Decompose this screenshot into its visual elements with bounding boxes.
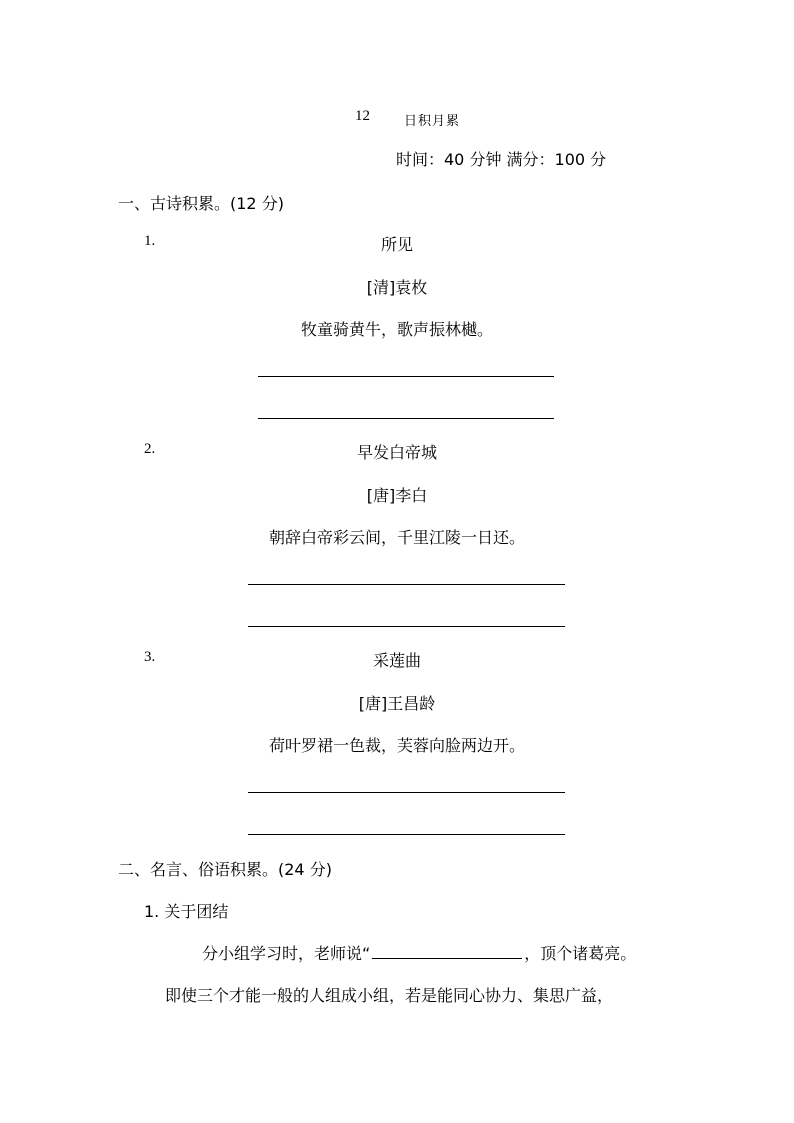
section-heading-sayings: 二、名言、俗语积累。(24 分)	[118, 860, 332, 879]
item-label: 1. 关于团结	[144, 902, 229, 921]
poem-title: 采莲曲	[372, 651, 421, 670]
poem-author: [唐]李白	[366, 486, 428, 505]
section-heading-poetry: 一、古诗积累。(12 分)	[118, 194, 284, 213]
lesson-title: 日积月累	[404, 114, 461, 129]
poem-number: 3.	[144, 649, 156, 665]
answer-line[interactable]	[248, 584, 565, 585]
poem-title: 早发白帝城	[356, 443, 437, 462]
answer-line[interactable]	[248, 834, 565, 835]
sentence-text-after: ，顶个诸葛亮。	[524, 944, 637, 963]
answer-line[interactable]	[258, 418, 554, 419]
answer-line[interactable]	[248, 792, 565, 793]
poem-number: 2.	[144, 441, 156, 457]
poem-line: 牧童骑黄牛，歌声振林樾。	[300, 320, 493, 339]
sentence-line-2: 即使三个才能一般的人组成小组，若是能同心协力、集思广益，	[165, 986, 614, 1005]
fill-in-blank[interactable]	[372, 944, 522, 959]
answer-line[interactable]	[258, 376, 554, 377]
answer-line[interactable]	[248, 626, 565, 627]
poem-line: 荷叶罗裙一色裁，芙蓉向脸两边开。	[268, 736, 525, 755]
time-score-info: 时间：40 分钟 满分：100 分	[396, 150, 607, 169]
lesson-number: 12	[355, 108, 370, 124]
sentence-text-before: 分小组学习时，老师说“	[202, 944, 371, 963]
poem-author: [唐]王昌龄	[358, 694, 436, 713]
poem-author: [清]袁枚	[366, 278, 428, 297]
poem-title: 所见	[380, 235, 413, 254]
fill-in-sentence	[202, 941, 636, 964]
poem-line: 朝辞白帝彩云间，千里江陵一日还。	[268, 528, 525, 547]
poem-number: 1.	[144, 233, 156, 249]
